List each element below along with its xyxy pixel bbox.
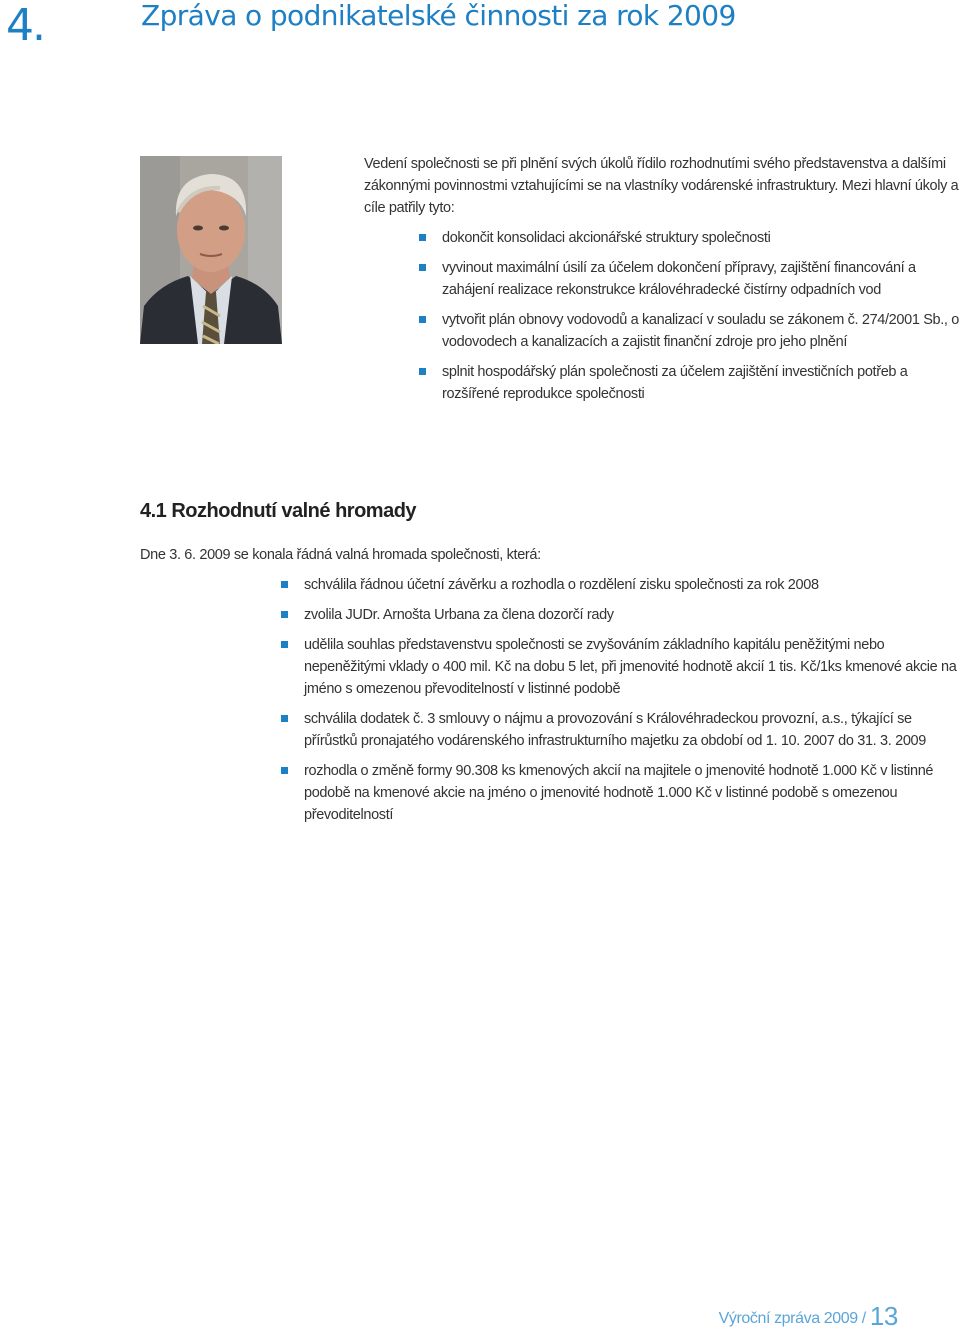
publication-title: Výroční zpráva 2009 [718, 1310, 858, 1327]
list-item-text: vytvořit plán obnovy vodovodů a kanalizací v souladu se zákonem č. 274/2001 Sb., o vodovodech a kanalizacích a zajistit finanční zdroje pro jeho plnění [442, 312, 959, 350]
chapter-title: Zpráva o podnikatelské činnosti za rok 2009 [141, 0, 736, 32]
list-item [304, 634, 960, 700]
square-bullet-icon [419, 234, 426, 241]
page-number: 13 [869, 1301, 898, 1331]
section-heading: 4.1 Rozhodnutí valné hromady [140, 500, 417, 522]
decisions-list [304, 574, 960, 834]
intro-paragraph [364, 153, 960, 219]
list-item-text: schválila řádnou účetní závěrku a rozhodla o rozdělení zisku společnosti za rok 2008 [304, 577, 819, 593]
square-bullet-icon [419, 264, 426, 271]
chapter-number: 4. [6, 0, 44, 51]
list-item-text: dokončit konsolidaci akcionářské struktury společnosti [442, 230, 771, 246]
list-item-text: schválila dodatek č. 3 smlouvy o nájmu a provozování s Královéhradeckou provozní, a.s., týkající se přírůstků pronajatého vodárenského infrastrukturního majetku za období od 1. 10. 2007 do 31. 3. 2009 [304, 711, 926, 749]
square-bullet-icon [281, 641, 288, 648]
list-item [304, 604, 960, 626]
square-bullet-icon [419, 316, 426, 323]
square-bullet-icon [419, 368, 426, 375]
square-bullet-icon [281, 715, 288, 722]
portrait-illustration [140, 156, 282, 344]
list-item [442, 309, 960, 353]
list-item [442, 257, 960, 301]
list-item-text: rozhodla o změně formy 90.308 ks kmenových akcií na majitele o jmenovité hodnotě 1.000 Kč v listinné podobě na kmenové akcie na jméno o jmenovité hodnotě 1.000 Kč v listinné podobě s omezenou převoditelností [304, 763, 934, 823]
goals-list [442, 227, 960, 413]
footer-separator: / [861, 1310, 866, 1327]
square-bullet-icon [281, 581, 288, 588]
list-item [304, 574, 960, 596]
page-footer [719, 1302, 898, 1333]
list-item [304, 760, 960, 826]
list-item [442, 227, 960, 249]
meeting-intro: Dne 3. 6. 2009 se konala řádná valná hromada společnosti, která: [140, 547, 541, 563]
square-bullet-icon [281, 611, 288, 618]
list-item-text: vyvinout maximální úsilí za účelem dokončení přípravy, zajištění financování a zahájení realizace rekonstrukce královéhradecké čistírny odpadních vod [442, 260, 916, 298]
list-item-text: splnit hospodářský plán společnosti za účelem zajištění investičních potřeb a rozšířené reprodukce společnosti [442, 364, 908, 402]
list-item [442, 361, 960, 405]
list-item-text: udělila souhlas představenstvu společnosti se zvyšováním základního kapitálu peněžitými nebo nepeněžitými vklady o 400 mil. Kč na dobu 5 let, při jmenovité hodnotě akcií 1 tis. Kč/1ks kmenové akcie na jméno s omezenou převoditelností v listinné podobě [304, 637, 957, 697]
square-bullet-icon [281, 767, 288, 774]
portrait-photo [140, 156, 282, 344]
list-item [304, 708, 960, 752]
list-item-text: zvolila JUDr. Arnošta Urbana za člena dozorčí rady [304, 607, 614, 623]
intro-text: Vedení společnosti se při plnění svých úkolů řídilo rozhodnutími svého představenstva a dalšími zákonnými povinnostmi vztahujícími se na vlastníky vodárenské infrastruktury. Mezi hlavní úkoly a cíle patřily tyto: [364, 156, 959, 216]
